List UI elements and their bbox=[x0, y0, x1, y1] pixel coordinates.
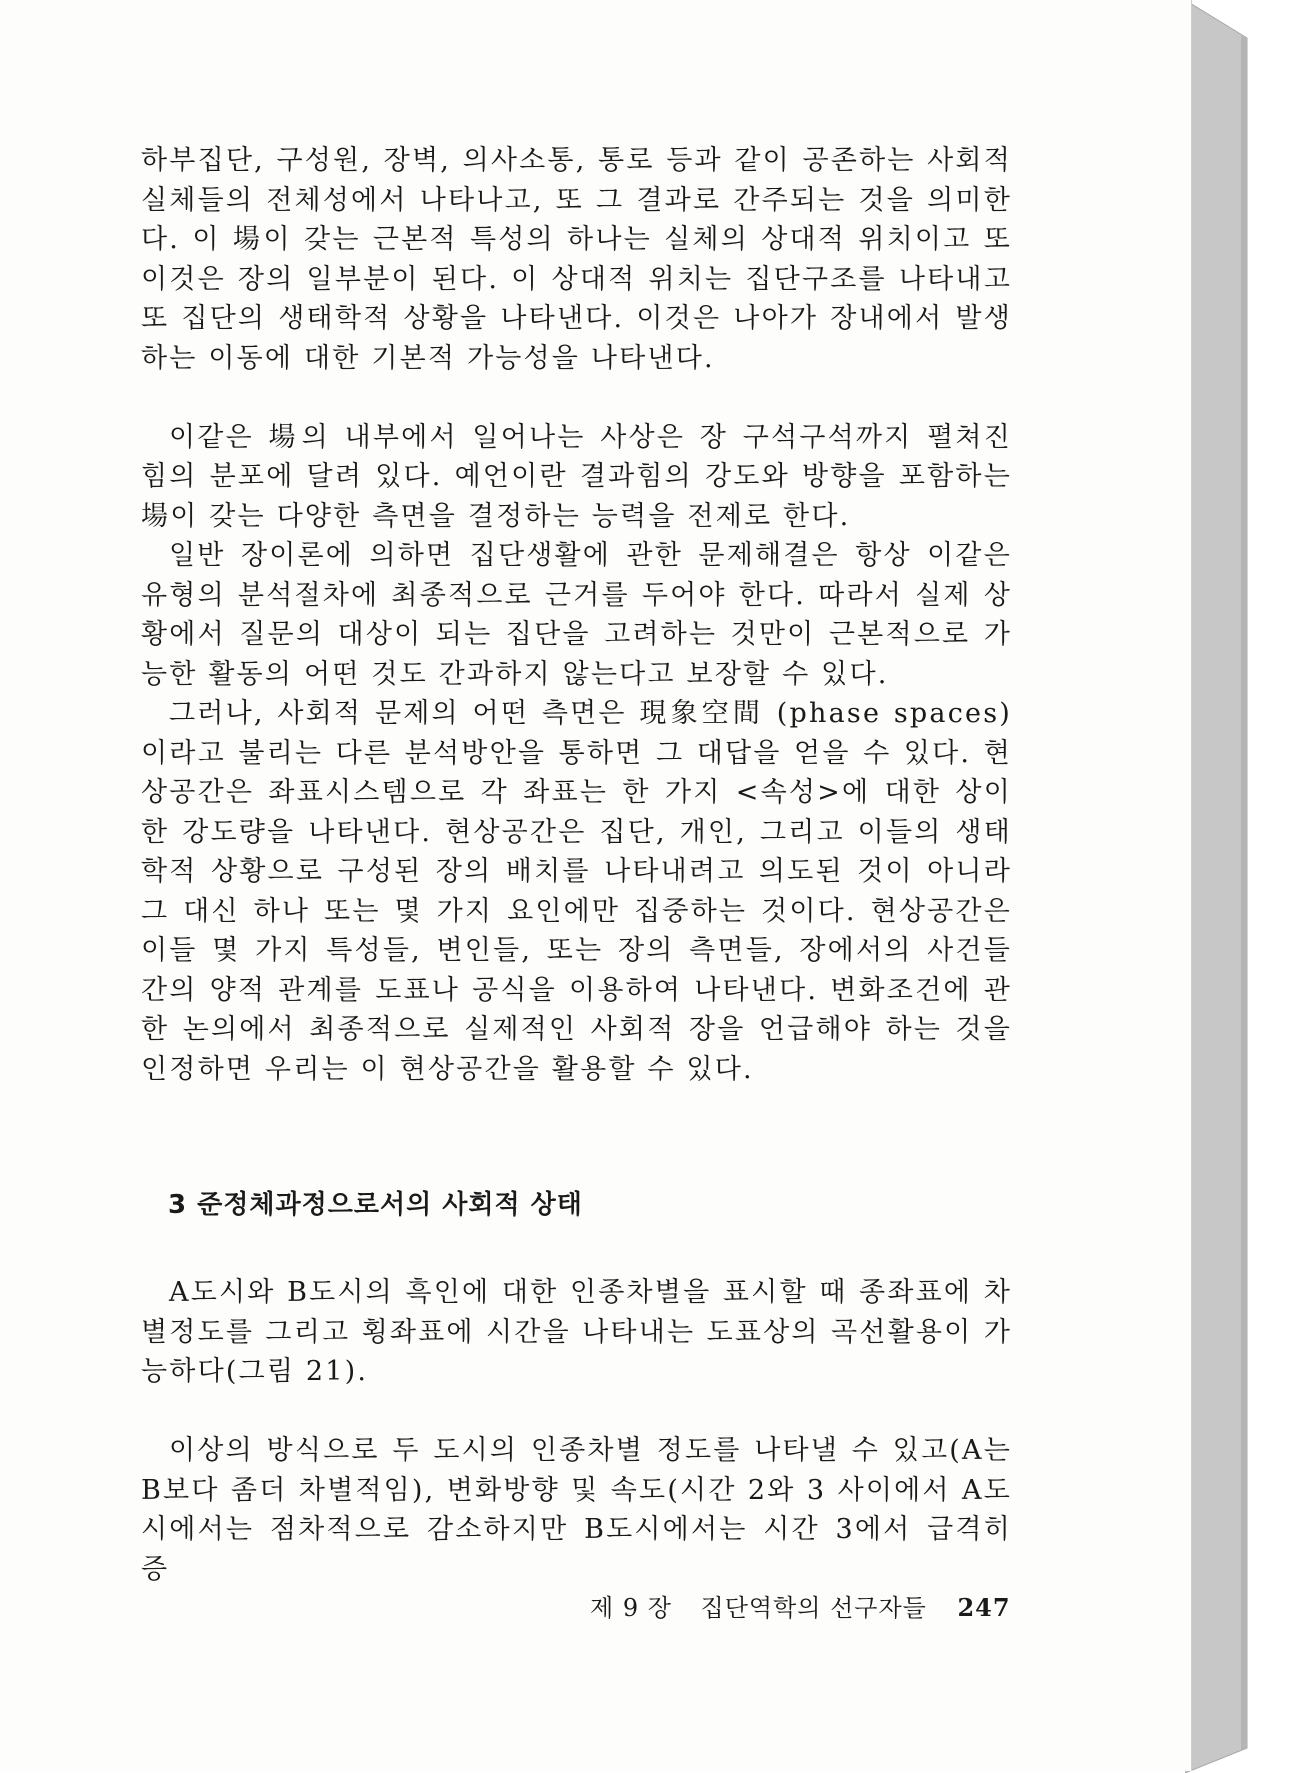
paragraph: 이상의 방식으로 두 도시의 인종차별 정도를 나타낼 수 있고(A는 B보다 좀더 차별적임), 변화방향 및 속도(시간 2와 3 사이에서 A도시에서는 점차적으로 감소하지만 B도시에서는 시간 3에서 급격히 증 bbox=[141, 1435, 1012, 1585]
chapter-label: 제 9 장 bbox=[590, 1594, 672, 1622]
running-footer bbox=[590, 1588, 1011, 1623]
section-heading: 3 준정체과정으로서의 사회적 상태 bbox=[168, 1190, 583, 1220]
paragraph: 일반 장이론에 의하면 집단생활에 관한 문제해결은 항상 이같은 유형의 분석절차에 최종적으로 근거를 두어야 한다. 따라서 실제 상황에서 질문의 대상이 되는 집단을 고려하는 것만이 근본적으로 가능한 활동의 어떤 것도 간과하지 않는다고 보장할 수 있다. bbox=[141, 540, 1012, 690]
paragraph: 이같은 場의 내부에서 일어나는 사상은 장 구석구석까지 펼쳐진 힘의 분포에 달려 있다. 예언이란 결과힘의 강도와 방향을 포함하는 場이 갖는 다양한 측면을 결정하는 능력을 전제로 한다. bbox=[141, 421, 1012, 532]
body-text-lower bbox=[141, 1273, 1012, 1589]
paragraph: 하부집단, 구성원, 장벽, 의사소통, 통로 등과 같이 공존하는 사회적 실체들의 전체성에서 나타나고, 또 그 결과로 간주되는 것을 의미한다. 이 場이 갖는 근본적 특성의 하나는 실체의 상대적 위치이고 또 이것은 장의 일부분이 된다. 이 상대적 위치는 집단구조를 나타내고 또 집단의 생태학적 상황을 나타낸다. 이것은 나아가 장내에서 발생하는 이동에 대한 기본적 가능성을 나타낸다. bbox=[141, 145, 1012, 374]
chapter-title: 집단역학의 선구자들 bbox=[700, 1594, 927, 1622]
paragraph: A도시와 B도시의 흑인에 대한 인종차별을 표시할 때 종좌표에 차별정도를 그리고 횡좌표에 시간을 나타내는 도표상의 곡선활용이 가능하다(그림 21). bbox=[141, 1277, 1012, 1387]
paragraph: 그러나, 사회적 문제의 어떤 측면은 現象空間 (phase spaces)이라고 불리는 다른 분석방안을 통하면 그 대답을 얻을 수 있다. 현상공간은 좌표시스템으로 각 좌표는 한 가지 <속성>에 대한 상이한 강도량을 나타낸다. 현상공간은 집단, 개인, 그리고 이들의 생태학적 상황으로 구성된 장의 배치를 나타내려고 의도된 것이 아니라 그 대신 하나 또는 몇 가지 요인에만 집중하는 것이다. 현상공간은 이들 몇 가지 특성들, 변인들, 또는 장의 측면들, 장에서의 사건들 간의 양적 관계를 도표나 공식을 이용하여 나타낸다. 변화조건에 관한 논의에서 최종적으로 실제적인 사회적 장을 언급해야 하는 것을 인정하면 우리는 이 현상공간을 활용할 수 있다. bbox=[141, 698, 1012, 1085]
book-edge bbox=[1185, 0, 1292, 1773]
page-number: 247 bbox=[957, 1593, 1011, 1622]
body-text-upper bbox=[141, 141, 1012, 1089]
